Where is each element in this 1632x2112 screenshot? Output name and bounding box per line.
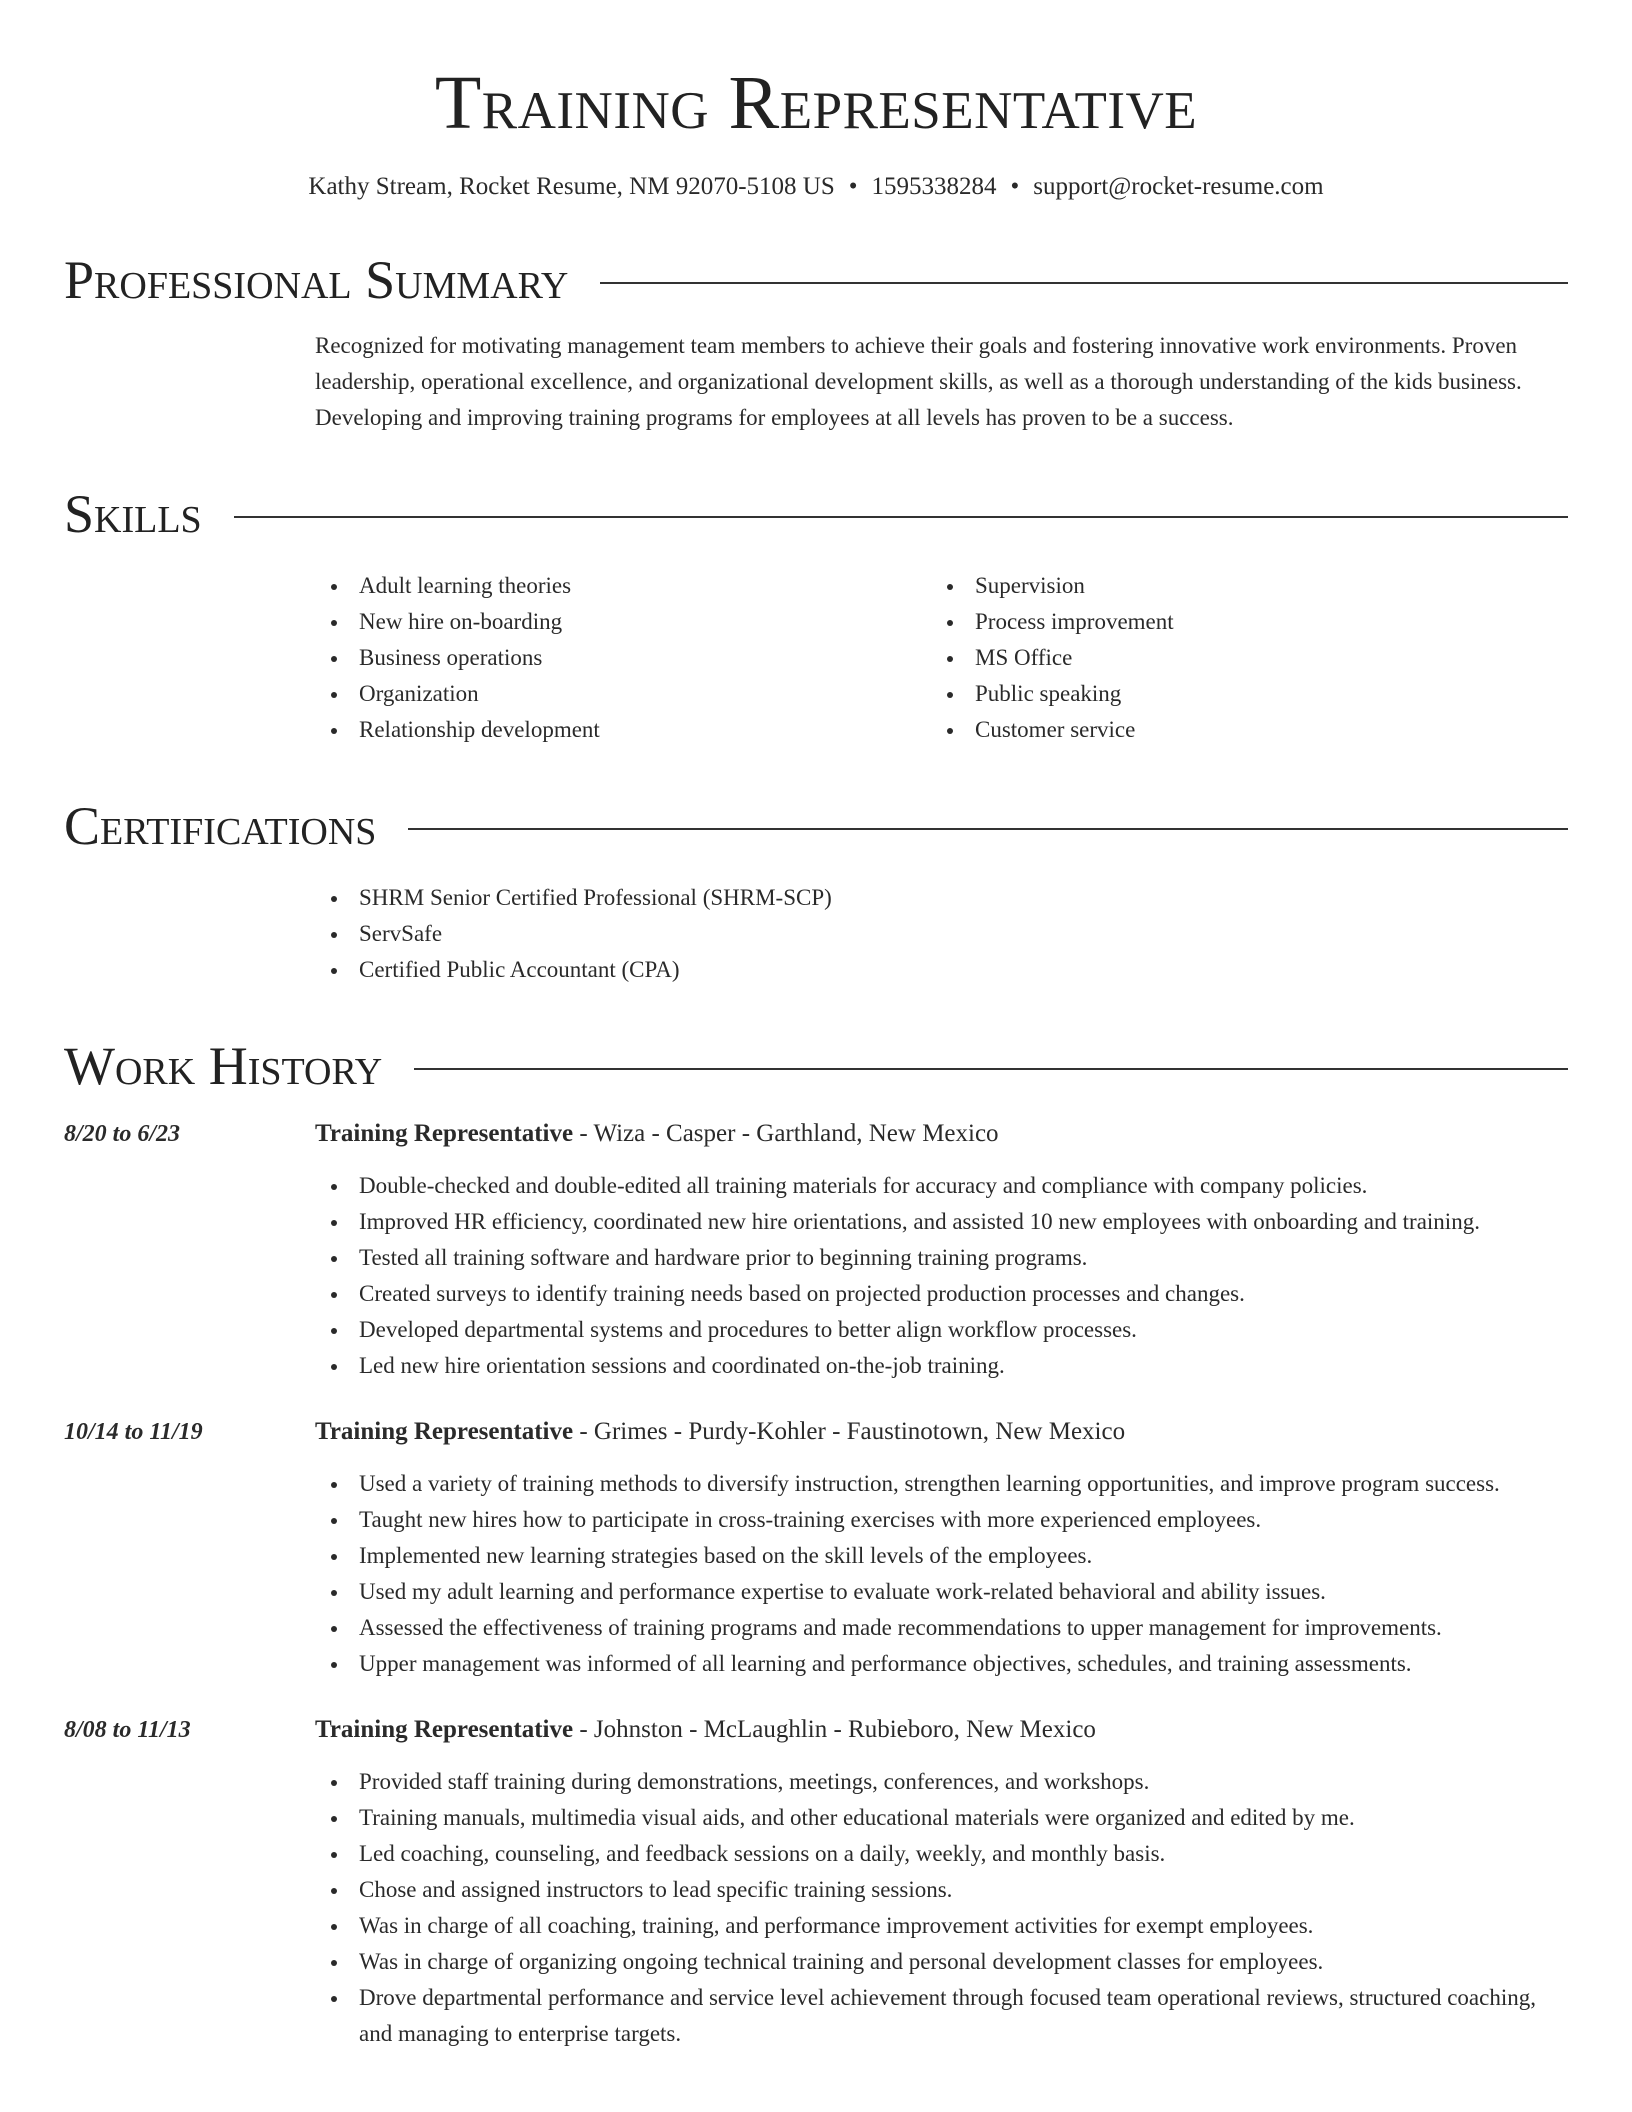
job-bullet-list: [315, 1466, 1568, 1682]
job-bullet: Training manuals, multimedia visual aids, and other educational materials were organized and edited by me.: [315, 1800, 1568, 1836]
certifications-list: [315, 880, 1568, 988]
skill-item: Relationship development: [315, 712, 931, 748]
certifications-heading: Certifications: [64, 796, 377, 856]
skill-item: Process improvement: [931, 604, 1547, 640]
contact-line: [64, 172, 1568, 202]
certification-item: SHRM Senior Certified Professional (SHRM-SCP): [315, 880, 1568, 916]
certifications-section-header: [64, 794, 1568, 858]
job-body: [315, 1414, 1568, 1682]
job-bullet: Implemented new learning strategies based on the skill levels of the employees.: [315, 1538, 1568, 1574]
certification-item: ServSafe: [315, 916, 1568, 952]
job-role: Training Representative: [315, 1418, 574, 1445]
job-entry: [64, 1116, 1568, 1384]
skill-item: New hire on-boarding: [315, 604, 931, 640]
job-dates: 8/08 to 11/13: [64, 1717, 191, 1743]
job-bullet: Double-checked and double-edited all training materials for accuracy and compliance with company policies.: [315, 1168, 1568, 1204]
skill-item: Organization: [315, 676, 931, 712]
job-bullet-list: [315, 1168, 1568, 1384]
job-bullet: Used a variety of training methods to diversify instruction, strengthen learning opportunities, and improve program success.: [315, 1466, 1568, 1502]
job-bullet: Led new hire orientation sessions and coordinated on-the-job training.: [315, 1348, 1568, 1384]
skills-section-header: [64, 482, 1568, 546]
summary-section-header: [64, 248, 1568, 312]
job-bullet: Upper management was informed of all learning and performance objectives, schedules, and training assessments.: [315, 1646, 1568, 1682]
job-role: Training Representative: [315, 1120, 574, 1147]
job-heading: [315, 1414, 1568, 1450]
summary-heading: Professional Summary: [64, 250, 569, 310]
job-body: [315, 1116, 1568, 1384]
job-bullet: Was in charge of all coaching, training, and performance improvement activities for exempt employees.: [315, 1908, 1568, 1944]
skills-column-left: [315, 568, 931, 748]
job-bullet: Assessed the effectiveness of training programs and made recommendations to upper management for improvements.: [315, 1610, 1568, 1646]
job-bullet: Improved HR efficiency, coordinated new hire orientations, and assisted 10 new employees with onboarding and training.: [315, 1204, 1568, 1240]
job-body: [315, 1712, 1568, 2052]
contact-address: Kathy Stream, Rocket Resume, NM 92070-5108 US: [308, 173, 835, 200]
job-bullet: Tested all training software and hardware prior to beginning training programs.: [315, 1240, 1568, 1276]
skill-item: Supervision: [931, 568, 1547, 604]
job-heading: [315, 1712, 1568, 1748]
job-entry: [64, 1414, 1568, 1682]
skills-list: [315, 568, 1568, 748]
job-bullet: Provided staff training during demonstrations, meetings, conferences, and workshops.: [315, 1764, 1568, 1800]
certification-item: Certified Public Accountant (CPA): [315, 952, 1568, 988]
job-bullet: Was in charge of organizing ongoing technical training and personal development classes for employees.: [315, 1944, 1568, 1980]
bullet-separator: •: [1010, 173, 1020, 200]
skill-item: Customer service: [931, 712, 1547, 748]
job-role: Training Representative: [315, 1716, 574, 1743]
job-bullet: Created surveys to identify training needs based on projected production processes and changes.: [315, 1276, 1568, 1312]
skills-column-right: [931, 568, 1547, 748]
skill-item: MS Office: [931, 640, 1547, 676]
skills-heading: Skills: [64, 484, 202, 544]
job-bullet: Used my adult learning and performance expertise to evaluate work-related behavioral and ability issues.: [315, 1574, 1568, 1610]
job-employer: - Wiza - Casper - Garthland, New Mexico: [573, 1120, 999, 1147]
work-history-section-header: [64, 1034, 1568, 1098]
section-divider: [408, 828, 1568, 830]
job-heading: [315, 1116, 1568, 1152]
bullet-separator: •: [848, 173, 858, 200]
skill-item: Public speaking: [931, 676, 1547, 712]
skill-item: Business operations: [315, 640, 931, 676]
work-history-heading: Work History: [64, 1036, 383, 1096]
job-employer: - Johnston - McLaughlin - Rubieboro, New Mexico: [573, 1716, 1096, 1743]
skill-item: Adult learning theories: [315, 568, 931, 604]
section-divider: [414, 1068, 1568, 1070]
job-bullet: Taught new hires how to participate in cross-training exercises with more experienced employees.: [315, 1502, 1568, 1538]
section-divider: [600, 282, 1568, 284]
job-bullet: Chose and assigned instructors to lead specific training sessions.: [315, 1872, 1568, 1908]
job-dates: 10/14 to 11/19: [64, 1419, 203, 1445]
job-bullet: Led coaching, counseling, and feedback sessions on a daily, weekly, and monthly basis.: [315, 1836, 1568, 1872]
section-divider: [234, 516, 1568, 518]
job-employer: - Grimes - Purdy-Kohler - Faustinotown, New Mexico: [573, 1418, 1126, 1445]
job-bullet: Developed departmental systems and procedures to better align workflow processes.: [315, 1312, 1568, 1348]
resume-page: [64, 0, 1568, 2052]
job-entry: [64, 1712, 1568, 2052]
summary-text: Recognized for motivating management team members to achieve their goals and fostering innovative work environments. Proven leadership, operational excellence, and organizational development skills, as well as a thorough understanding of the kids business. Developing and improving training programs for employees at all levels has proven to be a success.: [315, 333, 1522, 430]
job-bullet: Drove departmental performance and service level achievement through focused team operational reviews, structured coaching, and managing to enterprise targets.: [315, 1980, 1568, 2052]
job-dates: 8/20 to 6/23: [64, 1121, 181, 1147]
contact-phone: 1595338284: [871, 173, 997, 200]
job-bullet-list: [315, 1764, 1568, 2052]
resume-title: Training Representative: [434, 61, 1198, 145]
contact-email[interactable]: support@rocket-resume.com: [1033, 173, 1324, 200]
